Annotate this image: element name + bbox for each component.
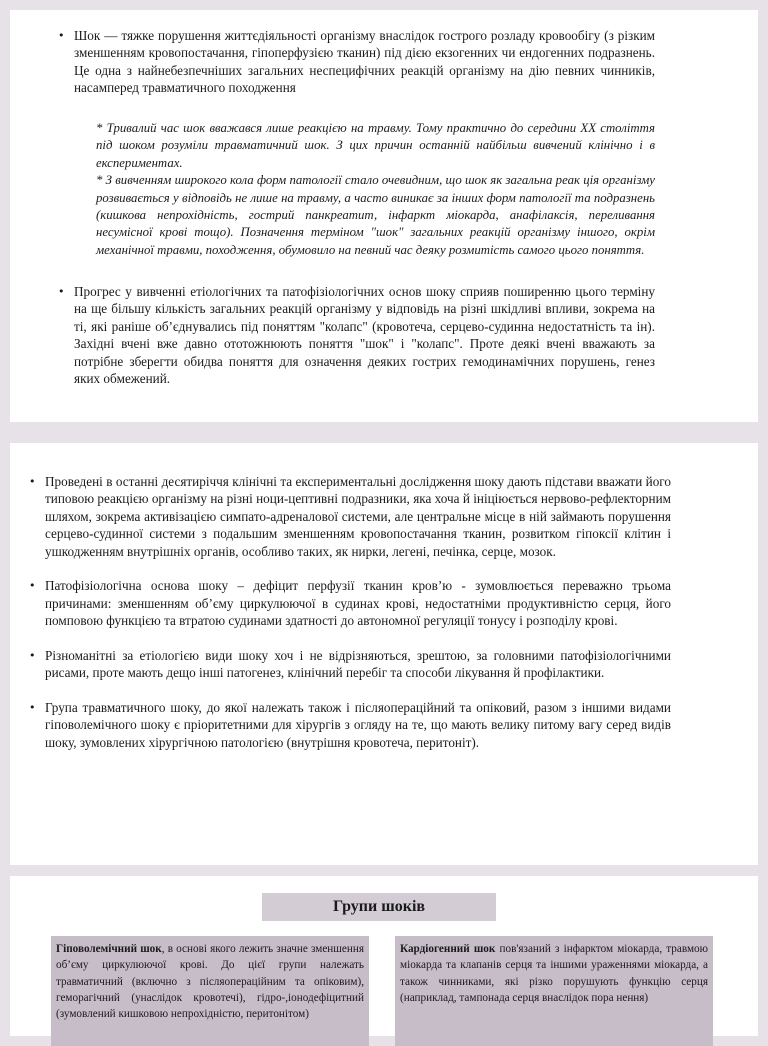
bullet-list [74, 283, 655, 387]
box-term: Гіповолемічний шок [56, 943, 162, 955]
list-item: • Проведені в останні десятиріччя клінічні та експериментальні дослідження шоку дають підстави вважати його типовою реакцією організму на різні ноци-цептивні подразники, яка хоча й ініціюється нервово-рефлекторним шляхом, зокрема активізацією симпато-адреналової системи, але центральне місце в ній займають порушення серцево-судинної системи з подальшим зменшенням кровопостачання тканин, розвитком гіпоксії клітин і ушкодженням внутрішніх органів, особливо таких, як нирки, легені, печінка, серце, мозок. [45, 473, 671, 560]
list-item: • Патофізіологічна основа шоку – дефіцит перфузії тканин кров’ю - зумовлюється переважно трьома причинами: зменшенням об’єму циркулюючої в судинах крові, недостатніми продуктивністю серця, його помповою функцією та втратою судинами здатності до автономної регуляції тонусу і розподілу крові. [45, 577, 671, 629]
bullet-list [74, 27, 655, 97]
note-shock-forms: * З вивченням широкого кола форм патології стало очевидним, що шок як загальна реак ція організму розвивається у відповідь не лише на травму, а часто виникає за інших форм патології та подразнень (кишкова непрохідність, гострий панкреатит, інфаркт міокарда, анафілаксія, переливання несумісної крові тощо). Позначення терміном "шок" загальних реакцій організму іншого, окрім механічної травми, походження, обумовило на певний час деяку розмитість самого цього поняття. [96, 173, 655, 257]
bullet-list [45, 473, 671, 768]
slide-2 [10, 443, 758, 865]
slide-3 [10, 876, 758, 1036]
box-term: Кардіогенний шок [400, 943, 496, 955]
list-item: • Різноманітні за етіологією види шоку хоч і не відрізняються, зрештою, за головними патофізіологічними рисами, проте мають дещо інші патогенез, клінічний перебіг та способи лікування й профілактики. [45, 647, 671, 682]
italic-note [96, 120, 655, 259]
bullet-shock-collapse: • Прогрес у вивченні етіологічних та патофізіологічних основ шоку сприяв поширенню цього терміну на ще більшу кількість загальних реакцій організму у відповідь на різні шкідливі впливи, зокрема на ті, які раніше об’єднувались під поняттям "колапс" (кровотеча, серцево-судинна недостатність та ін). Західні вчені вже давно ототожнюють поняття "шок" і "колапс". Проте деякі вчені вважають за потрібне зберегти обидва поняття для означення деяких гострих гемодинамічних порушень, генез яких обмежений. [74, 283, 655, 387]
slide-1 [10, 10, 758, 422]
slide-title: Групи шоків [262, 893, 496, 921]
list-item: • Група травматичного шоку, до якої належать також і післяопераційний та опіковий, разом з іншими видами гіповолемічного шоку є пріоритетними для хірургів з огляду на те, що мають велику питому вагу серед видів шоку, зумовлених хірургічною патологією (внутрішня кровотеча, перитоніт). [45, 699, 671, 751]
box-text: , в основі якого лежить значне зменшення об’єму циркулюючої крові. До цієї групи належать травматичний (включно з післяопераційним та опіковим), геморагічний (унаслідок кровотечі), гідро-,іонодефіцитний (зумовлений кишковою непрохідністю, перитонітом) [56, 943, 364, 1021]
hypovolemic-shock-box [51, 936, 369, 1046]
note-traumatic-shock: * Тривалий час шок вважався лише реакцією на травму. Тому практично до середини XX століття під шоком розуміли травматичний шок. З цих причин останній найбільш вивчений клінічно і в експериментах. [96, 121, 655, 170]
cardiogenic-shock-box [395, 936, 713, 1046]
bullet-shock-definition: • Шок — тяжке порушення життєдіяльності організму внаслідок гострого розладу кровообігу (з різким зменшенням кровопостачання, гіпоперфузією тканин) під дією екзогенних чи ендогенних подразнень. Це одна з найнебезпечніших загальних неспецифічних реакцій організму на дію певних чинників, насамперед травматичного походження [74, 27, 655, 97]
box-text: пов'язаний з інфарктом міокарда, травмою міокарда та клапанів серця та іншими ураженнями міокарда, а також чинниками, які різко порушують функцію серця (наприклад, тампонада серця внаслідок пора нення) [400, 943, 708, 1004]
